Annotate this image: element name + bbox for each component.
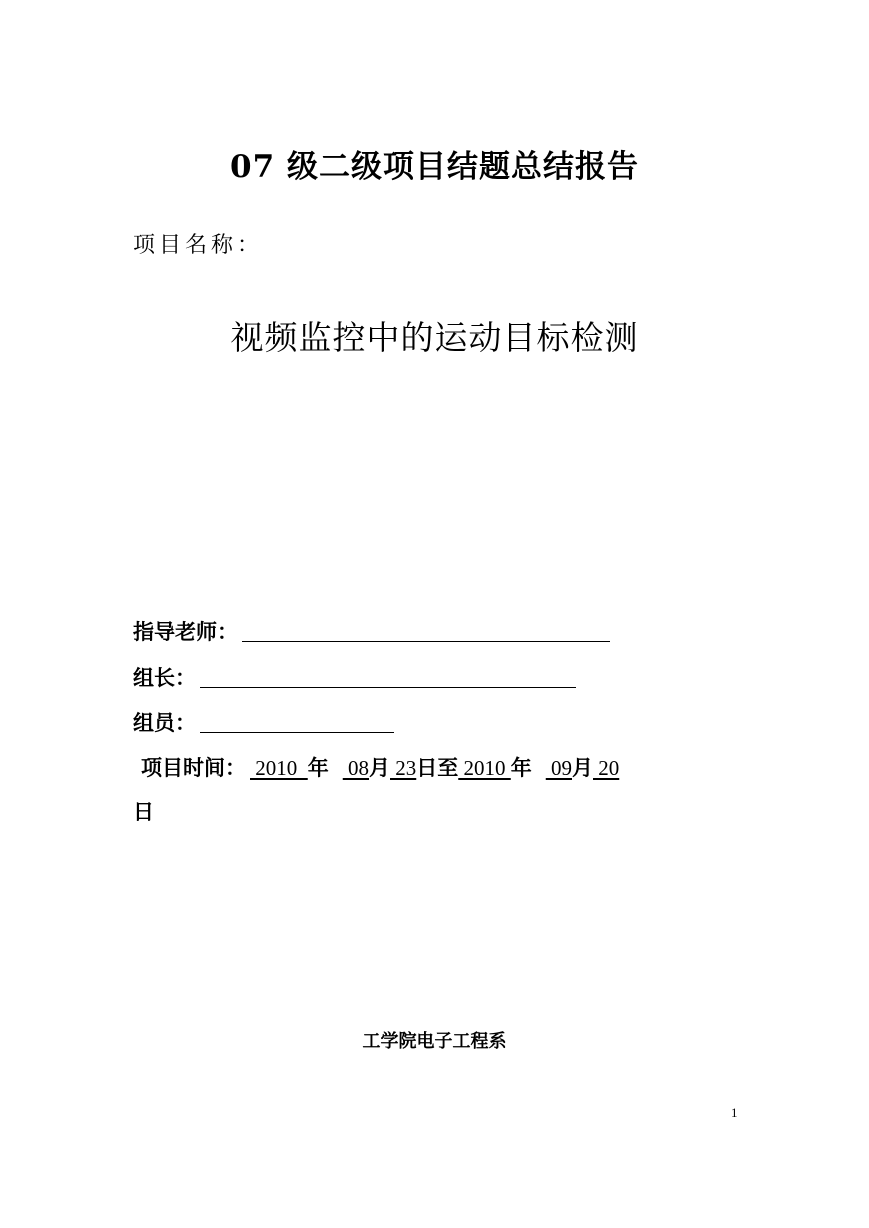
- end-month: 09: [545, 756, 572, 780]
- department: 工学院电子工程系: [362, 1031, 507, 1052]
- start-month: 08: [342, 756, 369, 780]
- members-blank-line: [200, 731, 394, 733]
- members-label: 组员：: [133, 710, 196, 735]
- advisor-label: 指导老师：: [133, 619, 238, 644]
- day-unit-start: 日至: [416, 755, 459, 780]
- year-unit-start: 年: [307, 755, 329, 780]
- period-label: 项目时间：: [141, 755, 246, 780]
- month-unit-end: 月: [572, 755, 593, 780]
- end-day: 20: [593, 756, 620, 780]
- project-name-label: 项目名称：: [133, 233, 264, 258]
- project-period: [141, 752, 619, 782]
- report-title: 07 级二级项目结题总结报告: [230, 149, 639, 185]
- page-number: 1: [731, 1105, 738, 1120]
- start-year: 2010: [250, 756, 308, 780]
- leader-blank-line: [200, 686, 576, 688]
- advisor-field: [133, 616, 610, 646]
- start-day: 23: [390, 756, 417, 780]
- day-unit-end: 日: [133, 799, 154, 824]
- end-year: 2010: [458, 756, 511, 780]
- leader-label: 组长：: [133, 665, 196, 690]
- leader-field: [133, 662, 576, 692]
- month-unit-start: 月: [369, 755, 390, 780]
- members-field: [133, 707, 394, 737]
- year-unit-end: 年: [510, 755, 532, 780]
- advisor-blank-line: [242, 640, 610, 642]
- project-name: 视频监控中的运动目标检测: [230, 318, 639, 357]
